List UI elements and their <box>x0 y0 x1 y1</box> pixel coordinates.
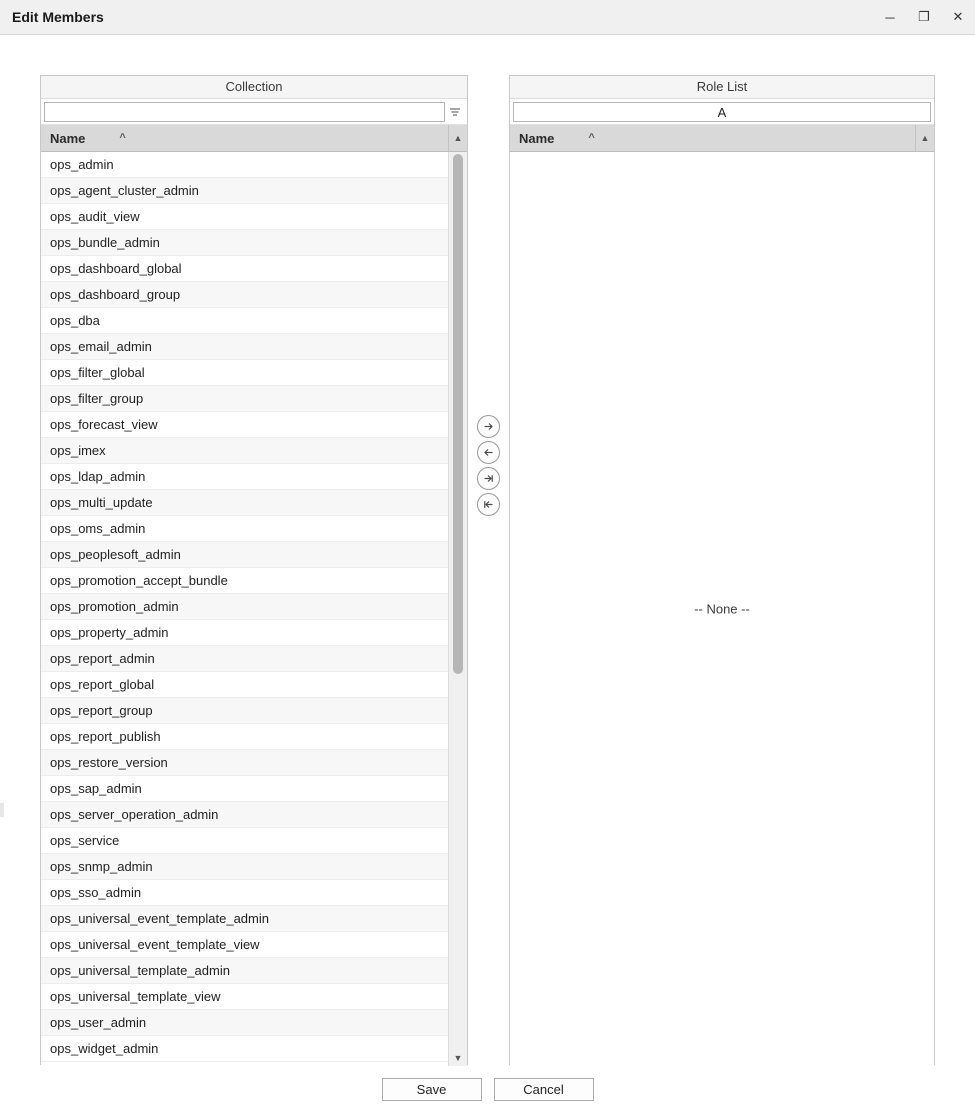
window-controls <box>873 0 975 34</box>
list-item[interactable]: ops_multi_update <box>41 490 448 516</box>
maximize-icon[interactable]: ❐ <box>918 9 930 24</box>
collection-filter-row <box>41 99 467 125</box>
list-item[interactable]: ops_ldap_admin <box>41 464 448 490</box>
collection-column-header[interactable] <box>41 125 467 152</box>
sort-ascending-icon: ^ <box>119 132 126 144</box>
move-left-button[interactable] <box>477 441 500 464</box>
list-item[interactable]: ops_audit_view <box>41 204 448 230</box>
role-list-list-wrap <box>510 152 934 1066</box>
list-item[interactable]: ops_bundle_admin <box>41 230 448 256</box>
list-item[interactable]: ops_email_admin <box>41 334 448 360</box>
list-item[interactable]: ops_dashboard_global <box>41 256 448 282</box>
list-item[interactable]: ops_universal_template_admin <box>41 958 448 984</box>
collection-list[interactable] <box>41 152 448 1066</box>
role-list-panel <box>509 75 935 1065</box>
list-item[interactable]: ops_filter_global <box>41 360 448 386</box>
list-item[interactable]: ops_filter_group <box>41 386 448 412</box>
minimize-icon[interactable]: ─ <box>885 9 895 25</box>
collection-scroll-up-cap[interactable]: ▲ <box>448 125 467 151</box>
list-item[interactable]: ops_user_admin <box>41 1010 448 1036</box>
save-button[interactable]: Save <box>382 1078 482 1101</box>
window-title: Edit Members <box>12 9 104 25</box>
dialog-footer <box>0 1075 975 1104</box>
collection-scroll-down-arrow[interactable]: ▼ <box>453 1053 463 1063</box>
list-item[interactable]: ops_server_operation_admin <box>41 802 448 828</box>
list-item[interactable]: ops_report_group <box>41 698 448 724</box>
list-item[interactable]: ops_imex <box>41 438 448 464</box>
list-item[interactable]: ops_agent_cluster_admin <box>41 178 448 204</box>
role-list-empty-message: -- None -- <box>694 601 750 617</box>
list-item[interactable]: ops_restore_version <box>41 750 448 776</box>
list-item[interactable]: ops_oms_admin <box>41 516 448 542</box>
collection-panel-title: Collection <box>41 76 467 99</box>
list-item[interactable]: ops_widget_admin <box>41 1036 448 1062</box>
cancel-button[interactable]: Cancel <box>494 1078 594 1101</box>
role-list-column-header-name: Name <box>519 130 555 146</box>
collection-column-header-name-wrap <box>41 131 448 146</box>
list-item[interactable]: ops_universal_event_template_admin <box>41 906 448 932</box>
list-item[interactable]: ops_sap_admin <box>41 776 448 802</box>
collection-panel <box>40 75 468 1065</box>
collection-scrollbar[interactable] <box>448 152 467 1066</box>
collection-scrollbar-thumb[interactable] <box>453 154 463 674</box>
list-item[interactable]: ops_promotion_accept_bundle <box>41 568 448 594</box>
close-icon[interactable]: ✕ <box>952 9 964 24</box>
collection-list-wrap <box>41 152 467 1066</box>
list-item[interactable]: ops_admin <box>41 152 448 178</box>
move-right-button[interactable] <box>477 415 500 438</box>
role-list-column-header-name-wrap <box>510 131 915 146</box>
role-list-filter-row <box>510 99 934 125</box>
filter-icon[interactable] <box>446 102 464 122</box>
dialog-content <box>0 35 975 1097</box>
role-list-filter-input[interactable] <box>513 102 931 122</box>
window-edge-artifact <box>0 803 4 817</box>
list-item[interactable]: ops_report_publish <box>41 724 448 750</box>
collection-column-header-name: Name <box>50 130 86 146</box>
role-list-column-header[interactable] <box>510 125 934 152</box>
list-item[interactable]: ops_service <box>41 828 448 854</box>
role-list-panel-title: Role List <box>510 76 934 99</box>
role-list[interactable] <box>510 152 934 1066</box>
move-all-right-button[interactable] <box>477 467 500 490</box>
list-item[interactable]: ops_dba <box>41 308 448 334</box>
collection-scrollbar-track[interactable] <box>449 152 467 1050</box>
list-item[interactable]: ops_promotion_admin <box>41 594 448 620</box>
role-list-scroll-up-cap[interactable]: ▲ <box>915 125 934 151</box>
list-item[interactable]: ops_snmp_admin <box>41 854 448 880</box>
list-item[interactable]: ops_peoplesoft_admin <box>41 542 448 568</box>
collection-filter-input[interactable] <box>44 102 445 122</box>
move-all-left-button[interactable] <box>477 493 500 516</box>
window-titlebar <box>0 0 975 35</box>
transfer-button-group <box>477 415 499 516</box>
list-item[interactable]: ops_forecast_view <box>41 412 448 438</box>
list-item[interactable]: ops_sso_admin <box>41 880 448 906</box>
sort-ascending-icon: ^ <box>588 132 595 144</box>
list-item[interactable]: ops_property_admin <box>41 620 448 646</box>
list-item[interactable]: ops_report_admin <box>41 646 448 672</box>
list-item[interactable]: ops_universal_event_template_view <box>41 932 448 958</box>
list-item[interactable]: ops_report_global <box>41 672 448 698</box>
list-item[interactable]: ops_dashboard_group <box>41 282 448 308</box>
list-item[interactable]: ops_universal_template_view <box>41 984 448 1010</box>
